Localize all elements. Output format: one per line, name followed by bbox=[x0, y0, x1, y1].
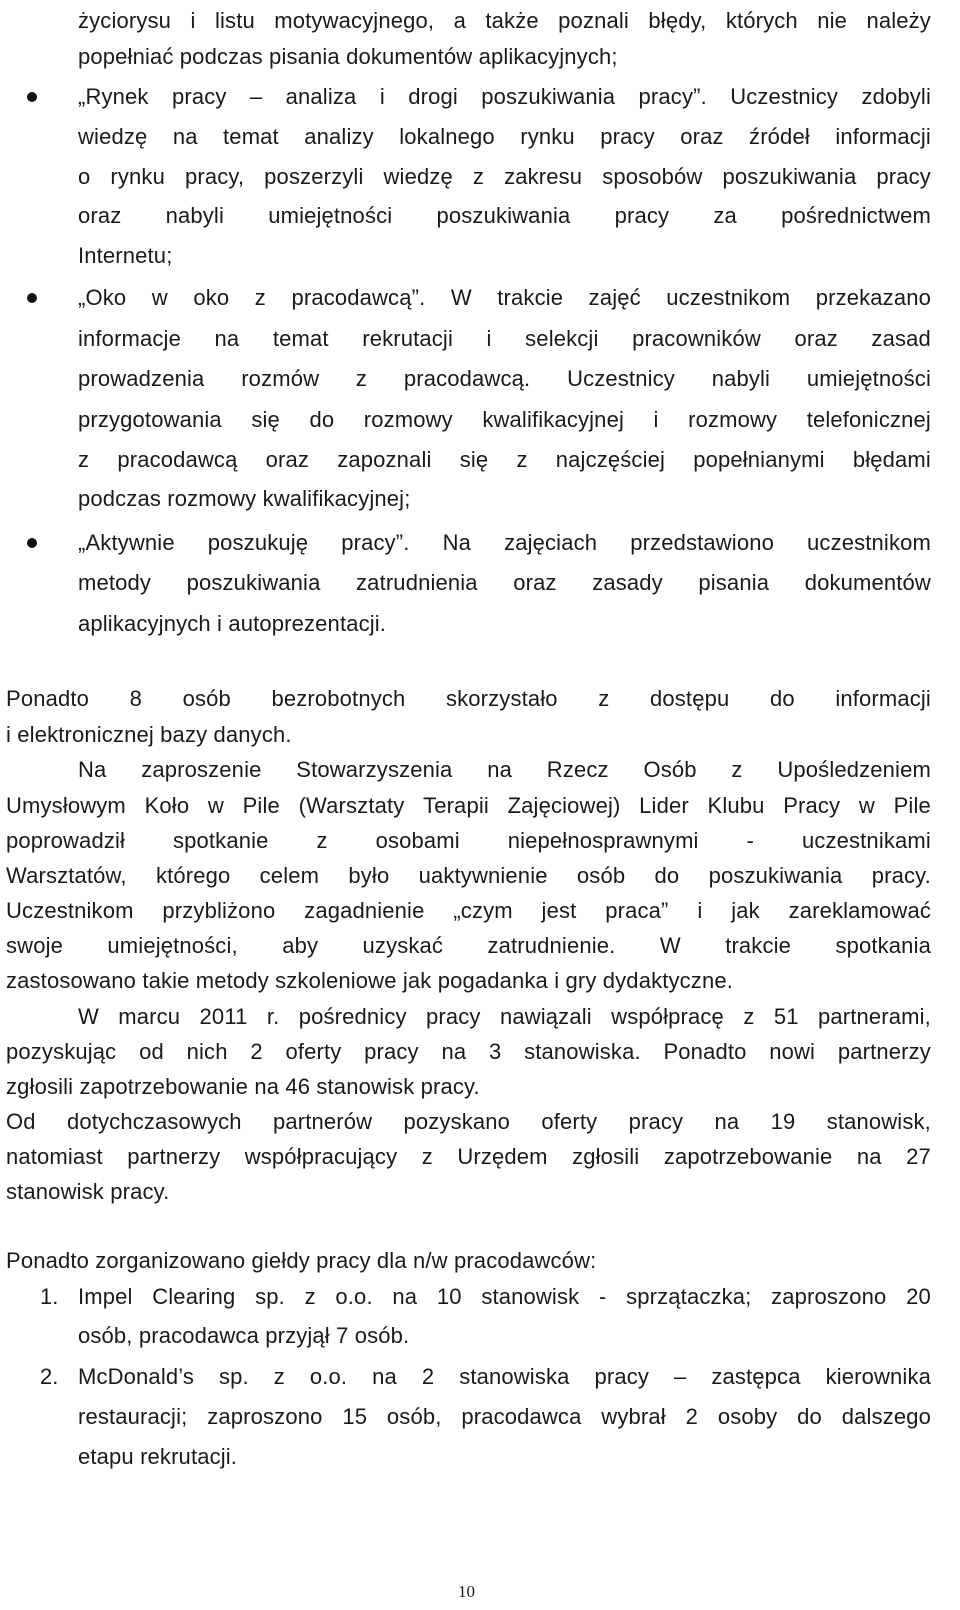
text-line: swoje umiejętności, aby uzyskać zatrudnienie. W trakcie spotkania bbox=[6, 933, 931, 958]
text-line: „Oko w oko z pracodawcą”. W trakcie zajęć uczestnikom przekazano bbox=[78, 285, 931, 310]
text-line: poprowadził spotkanie z osobami niepełnosprawnymi - uczestnikami bbox=[6, 828, 931, 853]
text-line: przygotowania się do rozmowy kwalifikacyjnej i rozmowy telefonicznej bbox=[78, 407, 931, 432]
text-line: Ponadto 8 osób bezrobotnych skorzystało z dostępu do informacji bbox=[6, 686, 931, 711]
page-number: 10 bbox=[458, 1582, 475, 1601]
text-line: o rynku pracy, poszerzyli wiedzę z zakresu sposobów poszukiwania pracy bbox=[78, 164, 931, 189]
text-line: Na zaproszenie Stowarzyszenia na Rzecz Osób z Upośledzeniem bbox=[78, 757, 931, 782]
text-line: z pracodawcą oraz zapoznali się z najczęściej popełnianymi błędami bbox=[78, 447, 931, 472]
list-number: 1. bbox=[40, 1284, 59, 1309]
text-line: podczas rozmowy kwalifikacyjnej; bbox=[78, 486, 411, 511]
text-line: W marcu 2011 r. pośrednicy pracy nawiązali współpracę z 51 partnerami, bbox=[78, 1004, 931, 1029]
list-number: 2. bbox=[40, 1364, 59, 1389]
text-line: prowadzenia rozmów z pracodawcą. Uczestnicy nabyli umiejętności bbox=[78, 366, 931, 391]
text-line: Uczestnikom przybliżono zagadnienie „czym jest praca” i jak zareklamować bbox=[6, 898, 931, 923]
text-line: zgłosili zapotrzebowanie na 46 stanowisk pracy. bbox=[6, 1074, 480, 1099]
bullet-dot bbox=[27, 293, 37, 303]
text-line: „Rynek pracy – analiza i drogi poszukiwania pracy”. Uczestnicy zdobyli bbox=[78, 84, 931, 109]
text-line: Warsztatów, którego celem było uaktywnienie osób do poszukiwania pracy. bbox=[6, 863, 931, 888]
text-line: wiedzę na temat analizy lokalnego rynku pracy oraz źródeł informacji bbox=[78, 124, 931, 149]
text-line: McDonald’s sp. z o.o. na 2 stanowiska pracy – zastępca kierownika bbox=[78, 1364, 931, 1389]
text-line: osób, pracodawca przyjął 7 osób. bbox=[78, 1323, 410, 1348]
text-line: aplikacyjnych i autoprezentacji. bbox=[78, 611, 387, 636]
text-line: popełniać podczas pisania dokumentów aplikacyjnych; bbox=[78, 44, 618, 69]
text-line: restauracji; zaproszono 15 osób, pracodawca wybrał 2 osoby do dalszego bbox=[78, 1404, 931, 1429]
text-line: oraz nabyli umiejętności poszukiwania pracy za pośrednictwem bbox=[78, 203, 931, 228]
text-line: Impel Clearing sp. z o.o. na 10 stanowisk - sprzątaczka; zaproszono 20 bbox=[78, 1284, 931, 1309]
text-line: informacje na temat rekrutacji i selekcji pracowników oraz zasad bbox=[78, 326, 931, 351]
text-line: stanowisk pracy. bbox=[6, 1179, 170, 1204]
text-line: życiorysu i listu motywacyjnego, a także poznali błędy, których nie należy bbox=[78, 8, 931, 33]
text-line: pozyskując od nich 2 oferty pracy na 3 stanowiska. Ponadto nowi partnerzy bbox=[6, 1039, 931, 1064]
text-line: Od dotychczasowych partnerów pozyskano oferty pracy na 19 stanowisk, bbox=[6, 1109, 931, 1134]
bullet-dot bbox=[27, 92, 37, 102]
text-line: „Aktywnie poszukuję pracy”. Na zajęciach przedstawiono uczestnikom bbox=[78, 530, 931, 555]
text-line: Ponadto zorganizowano giełdy pracy dla n/w pracodawców: bbox=[6, 1248, 597, 1273]
text-line: etapu rekrutacji. bbox=[78, 1444, 238, 1469]
text-line: i elektronicznej bazy danych. bbox=[6, 722, 292, 747]
bullet-dot bbox=[27, 538, 37, 548]
text-line: Umysłowym Koło w Pile (Warsztaty Terapii Zajęciowej) Lider Klubu Pracy w Pile bbox=[6, 793, 931, 818]
text-line: natomiast partnerzy współpracujący z Urzędem zgłosili zapotrzebowanie na 27 bbox=[6, 1144, 931, 1169]
text-line: Internetu; bbox=[78, 243, 173, 268]
text-line: zastosowano takie metody szkoleniowe jak pogadanka i gry dydaktyczne. bbox=[6, 968, 733, 993]
text-line: metody poszukiwania zatrudnienia oraz zasady pisania dokumentów bbox=[78, 570, 931, 595]
